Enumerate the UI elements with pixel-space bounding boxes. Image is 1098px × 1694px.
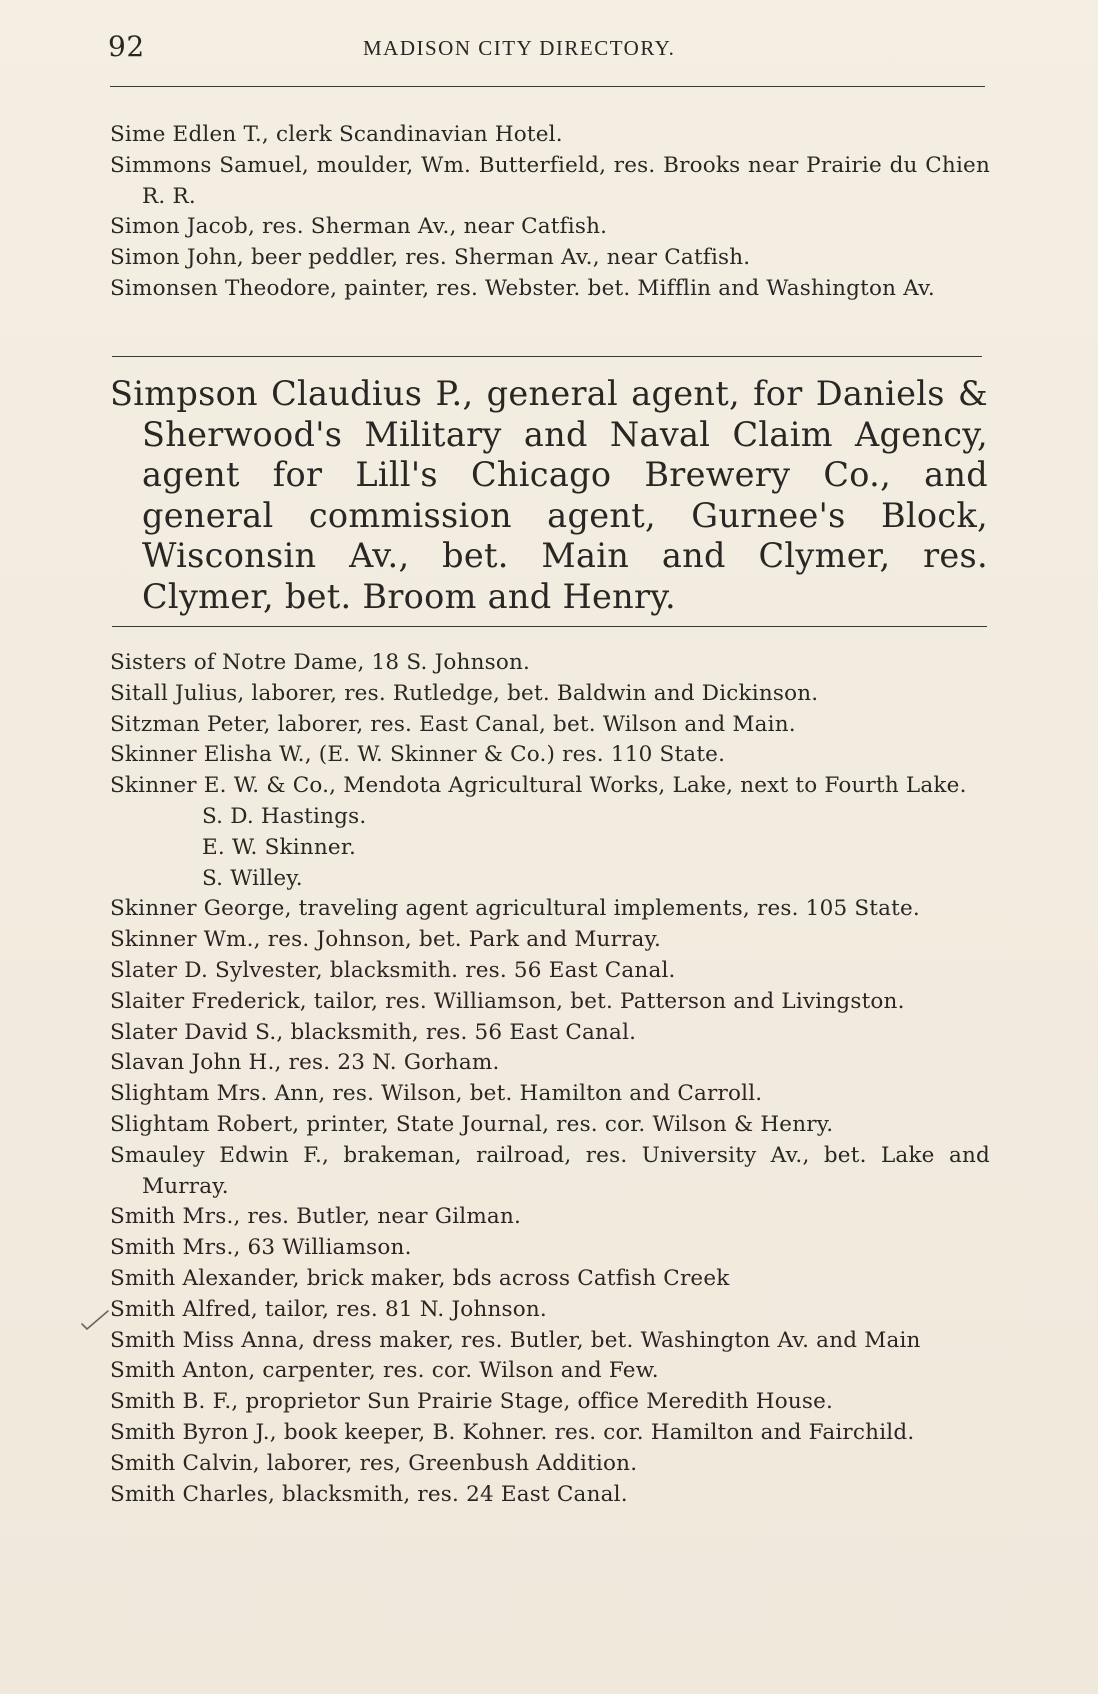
entry-sitall: Sitall Julius, laborer, res. Rutledge, bet. Baldwin and Dickinson.: [110, 680, 819, 706]
featured-top-divider: [112, 356, 982, 357]
entry-slater-david: Slater David S., blacksmith, res. 56 East Canal.: [110, 1019, 637, 1045]
entry-smith-anna: Smith Miss Anna, dress maker, res. Butler, bet. Washington Av. and Main: [110, 1327, 921, 1353]
featured-entry-simpson: Simpson Claudius P., general agent, for Daniels & Sherwood's Military and Naval Claim Agency, agent for Lill's Chicago Brewery Co., and general commission agent, Gurnee's Block, Wisconsin Av., bet. Main and Clymer, res. Clymer, bet. Broom and Henry.: [110, 374, 988, 616]
entry-smith-alexander: Smith Alexander, brick maker, bds across Catfish Creek: [110, 1265, 730, 1291]
entry-partner-willey: S. Willey.: [202, 865, 303, 891]
entries-bottom: [110, 648, 990, 1510]
entry-skinner-elisha: Skinner Elisha W., (E. W. Skinner & Co.) res. 110 State.: [110, 742, 726, 768]
entry-slater-d: Slater D. Sylvester, blacksmith. res. 56 East Canal.: [110, 957, 676, 983]
entry-simonsen: Simonsen Theodore, painter, res. Webster. bet. Mifflin and Washington Av.: [110, 275, 935, 301]
entry-simmons: Simmons Samuel, moulder, Wm. Butterfield, res. Brooks near Prairie du Chien R. R.: [110, 152, 990, 209]
entry-partner-hastings: S. D. Hastings.: [202, 803, 367, 829]
entry-simon-john: Simon John, beer peddler, res. Sherman Av., near Catfish.: [110, 245, 751, 271]
entry-skinner-co: Skinner E. W. & Co., Mendota Agricultural Works, Lake, next to Fourth Lake.: [110, 773, 967, 799]
page-header: [108, 30, 988, 70]
entries-top: [110, 120, 990, 305]
entry-smith-calvin: Smith Calvin, laborer, res, Greenbush Addition.: [110, 1450, 638, 1476]
page-number: 92: [108, 30, 145, 63]
entry-smith-anton: Smith Anton, carpenter, res. cor. Wilson and Few.: [110, 1358, 659, 1384]
entry-slaiter: Slaiter Frederick, tailor, res. Williamson, bet. Patterson and Livingston.: [110, 988, 905, 1014]
entry-sime: Sime Edlen T., clerk Scandinavian Hotel.: [110, 122, 563, 147]
header-divider: [110, 86, 985, 87]
entry-skinner-wm: Skinner Wm., res. Johnson, bet. Park and Murray.: [110, 927, 662, 953]
entry-slavan: Slavan John H., res. 23 N. Gorham.: [110, 1050, 500, 1076]
entry-slightam-ann: Slightam Mrs. Ann, res. Wilson, bet. Hamilton and Carroll.: [110, 1081, 763, 1107]
entry-sisters: Sisters of Notre Dame, 18 S. Johnson.: [110, 650, 531, 675]
entry-smith-bf: Smith B. F., proprietor Sun Prairie Stage, office Meredith House.: [110, 1389, 834, 1415]
entry-smith-alfred: Smith Alfred, tailor, res. 81 N. Johnson.: [110, 1296, 547, 1322]
entry-partner-skinner: E. W. Skinner.: [202, 834, 356, 860]
running-title: MADISON CITY DIRECTORY.: [363, 36, 676, 60]
entry-skinner-george: Skinner George, traveling agent agricultural implements, res. 105 State.: [110, 896, 920, 922]
entry-smauley: Smauley Edwin F., brakeman, railroad, res. University Av., bet. Lake and Murray.: [110, 1142, 990, 1199]
pencil-check-mark-icon: [80, 1309, 110, 1331]
entry-smith-mrs-butler: Smith Mrs., res. Butler, near Gilman.: [110, 1204, 522, 1230]
entry-smith-byron: Smith Byron J., book keeper, B. Kohner. res. cor. Hamilton and Fairchild.: [110, 1419, 915, 1445]
entry-smith-mrs-williamson: Smith Mrs., 63 Williamson.: [110, 1235, 412, 1261]
entry-simon-jacob: Simon Jacob, res. Sherman Av., near Catfish.: [110, 214, 608, 240]
entry-smith-charles: Smith Charles, blacksmith, res. 24 East Canal.: [110, 1481, 628, 1507]
entry-sitzman: Sitzman Peter, laborer, res. East Canal, bet. Wilson and Main.: [110, 711, 796, 737]
featured-bottom-divider: [112, 626, 987, 627]
entry-slightam-robert: Slightam Robert, printer, State Journal, res. cor. Wilson & Henry.: [110, 1111, 834, 1137]
